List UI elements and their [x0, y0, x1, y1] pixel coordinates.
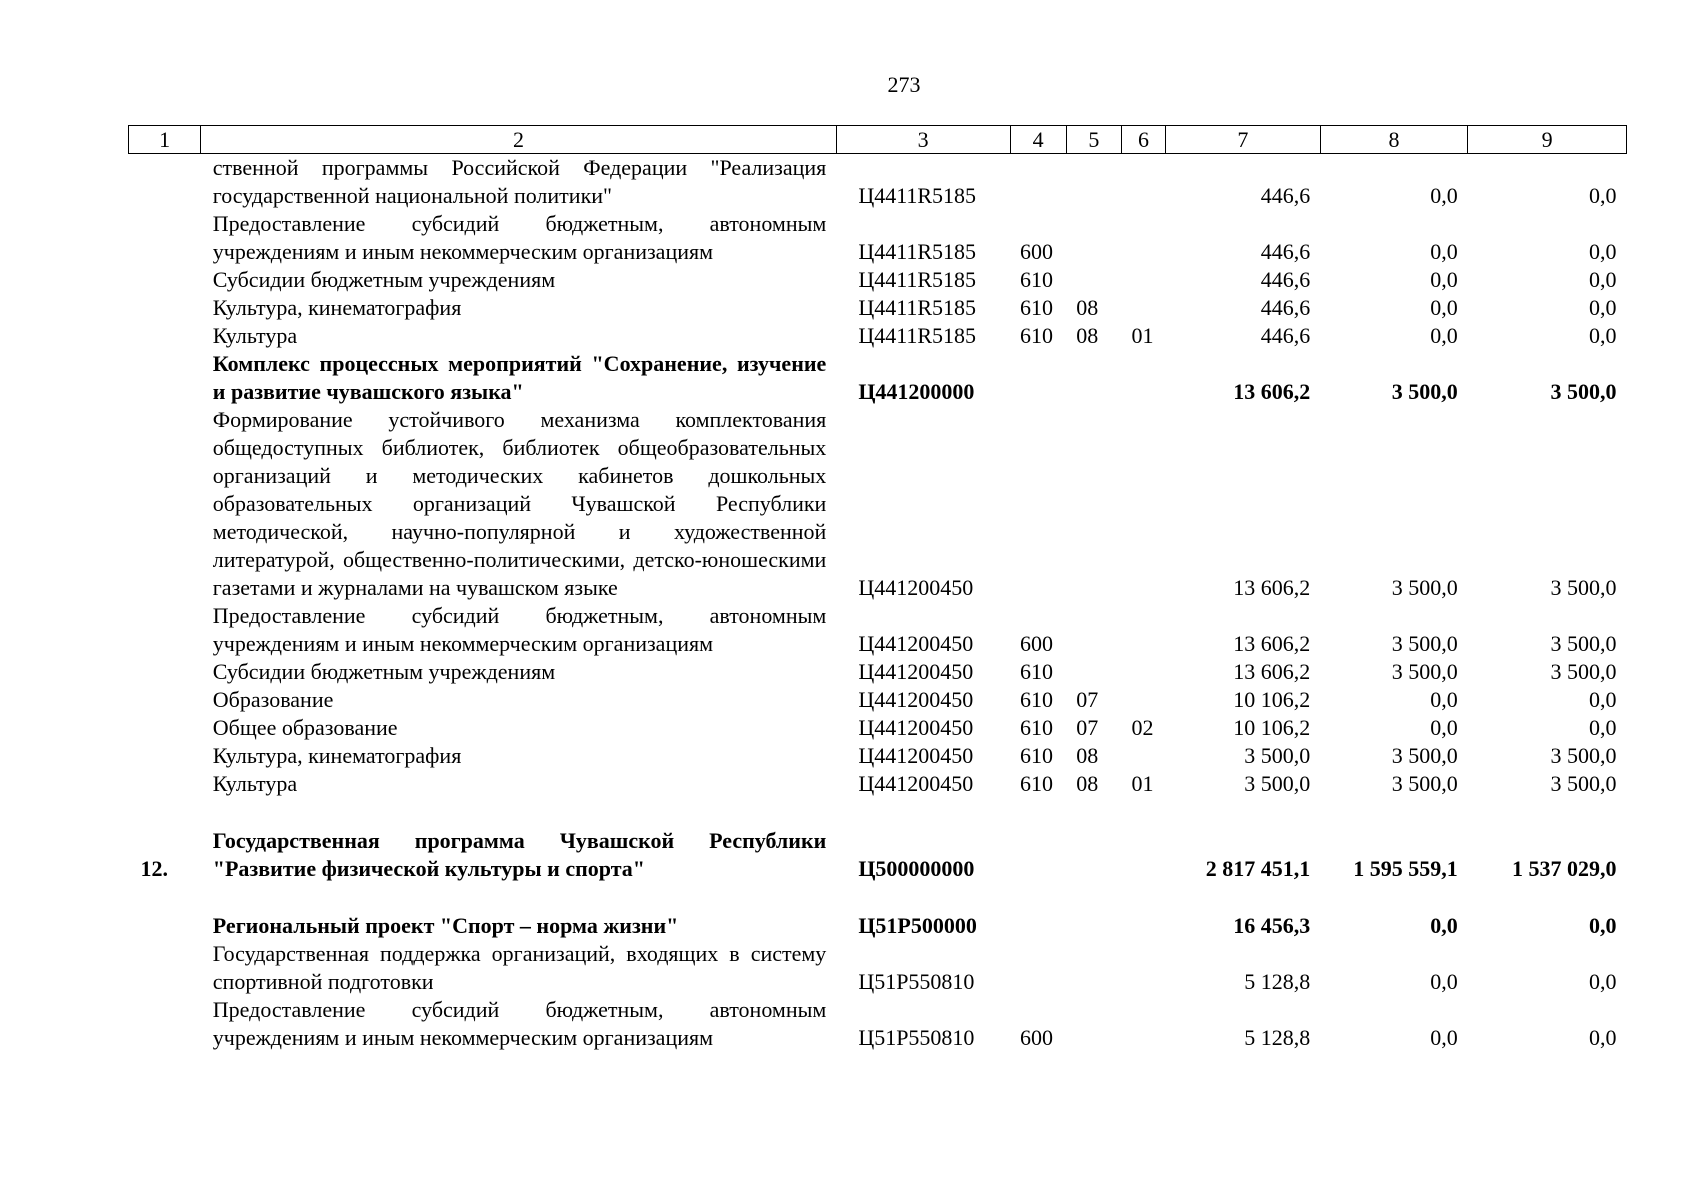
table-row	[129, 294, 1627, 322]
row-number	[129, 350, 201, 406]
expense-type-code: 610	[1020, 267, 1053, 292]
target-article-code: Ц4411R5185	[858, 295, 977, 320]
amount-col-7: 3 500,0	[1244, 771, 1311, 796]
row-number	[129, 294, 201, 322]
column-header-7: 7	[1166, 126, 1321, 154]
amount-col-7: 446,6	[1260, 267, 1311, 292]
amount-col-7: 13 606,2	[1233, 631, 1311, 656]
row-name: ственной программы Российской Федерации "Реализация государственной национальной политики"	[212, 155, 827, 208]
spacer-row	[129, 883, 1627, 912]
amount-col-9: 0,0	[1589, 323, 1617, 348]
table-row	[129, 686, 1627, 714]
amount-col-9: 0,0	[1589, 295, 1617, 320]
target-article-code: Ц4411R5185	[858, 267, 977, 292]
section-code	[1066, 266, 1121, 294]
subsection-code	[1121, 827, 1165, 883]
expense-type-code	[1010, 350, 1066, 406]
amount-col-7: 5 128,8	[1244, 1025, 1311, 1050]
amount-col-8: 0,0	[1430, 323, 1458, 348]
amount-col-9: 0,0	[1589, 1025, 1617, 1050]
table-row	[129, 350, 1627, 406]
amount-col-8: 3 500,0	[1391, 631, 1458, 656]
subsection-code	[1121, 154, 1165, 211]
row-name: Культура	[212, 771, 298, 796]
amount-col-7: 446,6	[1260, 323, 1311, 348]
section-code: 08	[1076, 295, 1099, 320]
expense-type-code	[1010, 827, 1066, 883]
section-code	[1066, 406, 1121, 602]
column-header-8: 8	[1320, 126, 1468, 154]
table-row	[129, 406, 1627, 602]
subsection-code	[1121, 210, 1165, 266]
amount-col-7: 3 500,0	[1244, 743, 1311, 768]
amount-col-8: 3 500,0	[1391, 659, 1458, 684]
subsection-code: 01	[1131, 323, 1154, 348]
expense-type-code: 610	[1020, 771, 1053, 796]
target-article-code: Ц441200450	[858, 715, 974, 740]
amount-col-9: 0,0	[1589, 687, 1617, 712]
amount-col-8: 3 500,0	[1391, 379, 1458, 404]
expense-type-code	[1010, 406, 1066, 602]
target-article-code: Ц441200450	[858, 687, 974, 712]
row-number: 12.	[140, 856, 168, 881]
row-name: Культура	[212, 323, 298, 348]
expense-type-code: 610	[1020, 659, 1053, 684]
row-number	[129, 940, 201, 996]
subsection-code	[1121, 266, 1165, 294]
table-row	[129, 266, 1627, 294]
section-code	[1066, 210, 1121, 266]
amount-col-9: 1 537 029,0	[1512, 856, 1617, 881]
table-row	[129, 770, 1627, 798]
amount-col-7: 446,6	[1260, 239, 1311, 264]
subsection-code	[1121, 912, 1165, 940]
subsection-code	[1121, 658, 1165, 686]
row-name: Субсидии бюджетным учреждениям	[212, 267, 556, 292]
section-code	[1066, 350, 1121, 406]
amount-col-7: 446,6	[1260, 295, 1311, 320]
expense-type-code: 610	[1020, 295, 1053, 320]
target-article-code: Ц441200450	[858, 631, 974, 656]
amount-col-9: 3 500,0	[1550, 743, 1617, 768]
row-name: Общее образование	[212, 715, 398, 740]
amount-col-8: 0,0	[1430, 715, 1458, 740]
target-article-code: Ц441200450	[858, 575, 974, 600]
table-row	[129, 714, 1627, 742]
column-header-2: 2	[201, 126, 837, 154]
amount-col-9: 0,0	[1589, 267, 1617, 292]
amount-col-8: 0,0	[1430, 295, 1458, 320]
table-row	[129, 154, 1627, 211]
expense-type-code: 600	[1020, 239, 1053, 264]
target-article-code: Ц441200450	[858, 659, 974, 684]
expense-type-code: 610	[1020, 743, 1053, 768]
row-number	[129, 210, 201, 266]
table-row	[129, 658, 1627, 686]
amount-col-9: 0,0	[1589, 183, 1617, 208]
subsection-code	[1121, 350, 1165, 406]
subsection-code	[1121, 686, 1165, 714]
column-header-1: 1	[129, 126, 201, 154]
row-name: Государственная программа Чувашской Республики "Развитие физической культуры и спорта"	[212, 828, 827, 881]
subsection-code	[1121, 940, 1165, 996]
table-row	[129, 602, 1627, 658]
row-number	[129, 266, 201, 294]
amount-col-8: 0,0	[1430, 183, 1458, 208]
amount-col-8: 0,0	[1430, 1025, 1458, 1050]
section-code	[1066, 154, 1121, 211]
subsection-code	[1121, 602, 1165, 658]
spacer-row	[129, 798, 1627, 827]
row-number	[129, 742, 201, 770]
row-number	[129, 714, 201, 742]
section-code: 07	[1076, 687, 1099, 712]
table-row	[129, 742, 1627, 770]
column-header-6: 6	[1121, 126, 1165, 154]
section-code	[1066, 940, 1121, 996]
amount-col-8: 0,0	[1430, 913, 1458, 938]
table-row	[129, 940, 1627, 996]
column-header-9: 9	[1468, 126, 1627, 154]
target-article-code: Ц4411R5185	[858, 183, 977, 208]
row-number	[129, 658, 201, 686]
amount-col-9: 3 500,0	[1550, 631, 1617, 656]
amount-col-8: 3 500,0	[1391, 743, 1458, 768]
column-header-4: 4	[1010, 126, 1066, 154]
amount-col-7: 16 456,3	[1233, 913, 1311, 938]
amount-col-7: 10 106,2	[1233, 715, 1311, 740]
amount-col-9: 3 500,0	[1550, 771, 1617, 796]
section-code: 08	[1076, 323, 1099, 348]
table-row	[129, 210, 1627, 266]
amount-col-8: 0,0	[1430, 239, 1458, 264]
row-name: Государственная поддержка организаций, входящих в систему спортивной подготовки	[212, 941, 827, 994]
section-code	[1066, 602, 1121, 658]
amount-col-9: 3 500,0	[1550, 659, 1617, 684]
section-code	[1066, 996, 1121, 1052]
spacer-cell	[129, 798, 1627, 827]
amount-col-7: 446,6	[1260, 183, 1311, 208]
row-name: Региональный проект "Спорт – норма жизни"	[212, 913, 679, 938]
row-number	[129, 996, 201, 1052]
amount-col-7: 13 606,2	[1233, 379, 1311, 404]
page-number: 273	[887, 72, 921, 97]
row-name: Предоставление субсидий бюджетным, автономным учреждениям и иным некоммерческим организациям	[212, 211, 827, 264]
table-body	[129, 154, 1627, 1053]
row-number	[129, 154, 201, 211]
spacer-cell	[129, 883, 1627, 912]
amount-col-7: 10 106,2	[1233, 687, 1311, 712]
section-code: 08	[1076, 743, 1099, 768]
expense-type-code: 600	[1020, 631, 1053, 656]
target-article-code: Ц500000000	[858, 856, 975, 881]
target-article-code: Ц4411R5185	[858, 239, 977, 264]
amount-col-8: 3 500,0	[1391, 771, 1458, 796]
subsection-code	[1121, 406, 1165, 602]
amount-col-9: 0,0	[1589, 239, 1617, 264]
section-code: 08	[1076, 771, 1099, 796]
row-name: Формирование устойчивого механизма комплектования общедоступных библиотек, библиотек общеобразовательных организаций и методических кабинетов дошкольных образовательных организаций Чувашской Республики методической, научно-популярной и художественной литературой, общественно-политическими, детско-юношескими газетами и журналами на чувашском языке	[212, 407, 827, 600]
table-row	[129, 827, 1627, 883]
amount-col-9: 0,0	[1589, 913, 1617, 938]
amount-col-9: 0,0	[1589, 715, 1617, 740]
amount-col-7: 5 128,8	[1244, 969, 1311, 994]
row-number	[129, 322, 201, 350]
target-article-code: Ц4411R5185	[858, 323, 977, 348]
amount-col-8: 0,0	[1430, 969, 1458, 994]
section-code	[1066, 827, 1121, 883]
expense-type-code: 610	[1020, 715, 1053, 740]
budget-table	[128, 125, 1627, 1052]
target-article-code: Ц51Р550810	[858, 969, 975, 994]
section-code	[1066, 658, 1121, 686]
subsection-code: 01	[1131, 771, 1154, 796]
amount-col-8: 1 595 559,1	[1353, 856, 1458, 881]
expense-type-code: 600	[1020, 1025, 1053, 1050]
expense-type-code: 610	[1020, 687, 1053, 712]
row-number	[129, 602, 201, 658]
column-header-5: 5	[1066, 126, 1121, 154]
target-article-code: Ц441200450	[858, 771, 974, 796]
subsection-code: 02	[1131, 715, 1154, 740]
table-row	[129, 996, 1627, 1052]
amount-col-9: 3 500,0	[1550, 379, 1617, 404]
table-row	[129, 322, 1627, 350]
amount-col-8: 0,0	[1430, 267, 1458, 292]
target-article-code: Ц441200450	[858, 743, 974, 768]
subsection-code	[1121, 996, 1165, 1052]
column-header-3: 3	[836, 126, 1010, 154]
row-number	[129, 912, 201, 940]
amount-col-7: 13 606,2	[1233, 659, 1311, 684]
amount-col-9: 0,0	[1589, 969, 1617, 994]
table-row	[129, 912, 1627, 940]
row-number	[129, 770, 201, 798]
amount-col-8: 0,0	[1430, 687, 1458, 712]
row-name: Предоставление субсидий бюджетным, автономным учреждениям и иным некоммерческим организациям	[212, 603, 827, 656]
subsection-code	[1121, 294, 1165, 322]
header-row	[129, 126, 1627, 154]
row-name: Культура, кинематография	[212, 295, 462, 320]
section-code: 07	[1076, 715, 1099, 740]
row-name: Комплекс процессных мероприятий "Сохранение, изучение и развитие чувашского языка"	[212, 351, 827, 404]
row-name: Предоставление субсидий бюджетным, автономным учреждениям и иным некоммерческим организациям	[212, 997, 827, 1050]
amount-col-7: 13 606,2	[1233, 575, 1311, 600]
row-name: Субсидии бюджетным учреждениям	[212, 659, 556, 684]
table-header	[129, 126, 1627, 154]
expense-type-code	[1010, 912, 1066, 940]
expense-type-code	[1010, 154, 1066, 211]
target-article-code: Ц51Р500000	[858, 913, 977, 938]
target-article-code: Ц441200000	[858, 379, 975, 404]
section-code	[1066, 912, 1121, 940]
subsection-code	[1121, 742, 1165, 770]
expense-type-code: 610	[1020, 323, 1053, 348]
row-number	[129, 406, 201, 602]
row-name: Образование	[212, 687, 334, 712]
amount-col-8: 3 500,0	[1391, 575, 1458, 600]
amount-col-7: 2 817 451,1	[1205, 856, 1311, 881]
row-name: Культура, кинематография	[212, 743, 462, 768]
amount-col-9: 3 500,0	[1550, 575, 1617, 600]
row-number	[129, 686, 201, 714]
target-article-code: Ц51Р550810	[858, 1025, 975, 1050]
expense-type-code	[1010, 940, 1066, 996]
